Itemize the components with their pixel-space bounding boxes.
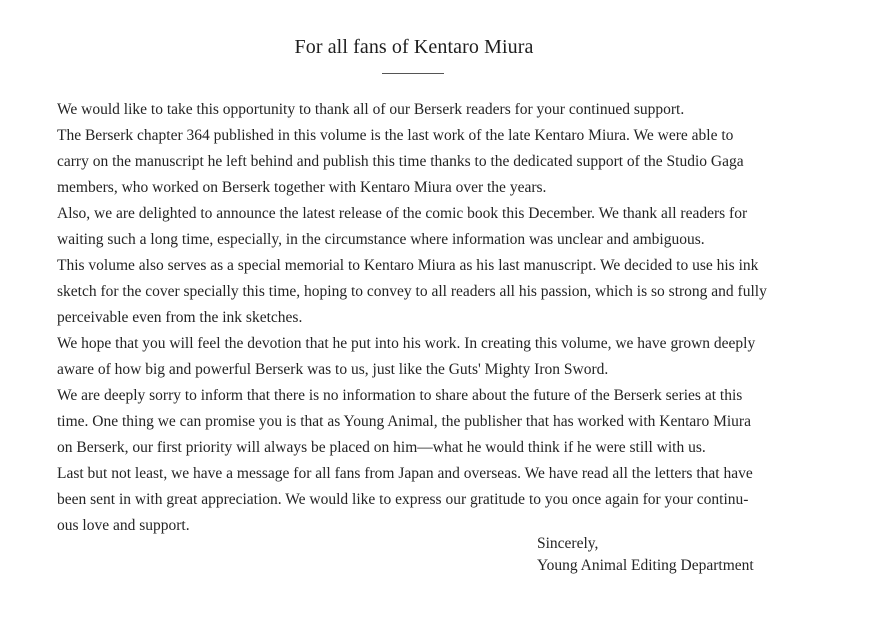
body-line: Also, we are delighted to announce the latest release of the comic book this December. We thank all readers for xyxy=(57,205,748,222)
body-line: This volume also serves as a special memorial to Kentaro Miura as his last manuscript. We decided to use his ink xyxy=(57,257,759,274)
body-line: time. One thing we can promise you is that as Young Animal, the publisher that has worked with Kentaro Miura xyxy=(57,413,751,430)
body-line: perceivable even from the ink sketches. xyxy=(57,309,303,326)
body-line: sketch for the cover specially this time, hoping to convey to all readers all his passion, which is so strong and fully xyxy=(57,283,767,300)
closing-salutation: Sincerely, xyxy=(537,535,599,552)
letter-body xyxy=(57,97,837,539)
body-line: members, who worked on Berserk together with Kentaro Miura over the years. xyxy=(57,179,547,196)
letter-title: For all fans of Kentaro Miura xyxy=(294,36,534,58)
body-line: Last but not least, we have a message for all fans from Japan and overseas. We have read all the letters that have xyxy=(57,465,753,482)
title-divider xyxy=(382,73,444,74)
body-line: been sent in with great appreciation. We would like to express our gratitude to you once again for your continu- xyxy=(57,491,749,508)
signature-block xyxy=(537,533,754,577)
body-line: aware of how big and powerful Berserk was to us, just like the Guts' Mighty Iron Sword. xyxy=(57,361,609,378)
body-line: on Berserk, our first priority will always be placed on him—what he would think if he were still with us. xyxy=(57,439,706,456)
signer-name: Young Animal Editing Department xyxy=(537,557,754,574)
body-line: We are deeply sorry to inform that there is no information to share about the future of the Berserk series at this xyxy=(57,387,743,404)
body-line: We would like to take this opportunity to thank all of our Berserk readers for your continued support. xyxy=(57,101,685,118)
body-line: ous love and support. xyxy=(57,517,190,534)
body-line: We hope that you will feel the devotion that he put into his work. In creating this volume, we have grown deeply xyxy=(57,335,756,352)
body-line: carry on the manuscript he left behind and publish this time thanks to the dedicated support of the Studio Gaga xyxy=(57,153,744,170)
body-line: The Berserk chapter 364 published in this volume is the last work of the late Kentaro Miura. We were able to xyxy=(57,127,734,144)
body-line: waiting such a long time, especially, in the circumstance where information was unclear and ambiguous. xyxy=(57,231,705,248)
